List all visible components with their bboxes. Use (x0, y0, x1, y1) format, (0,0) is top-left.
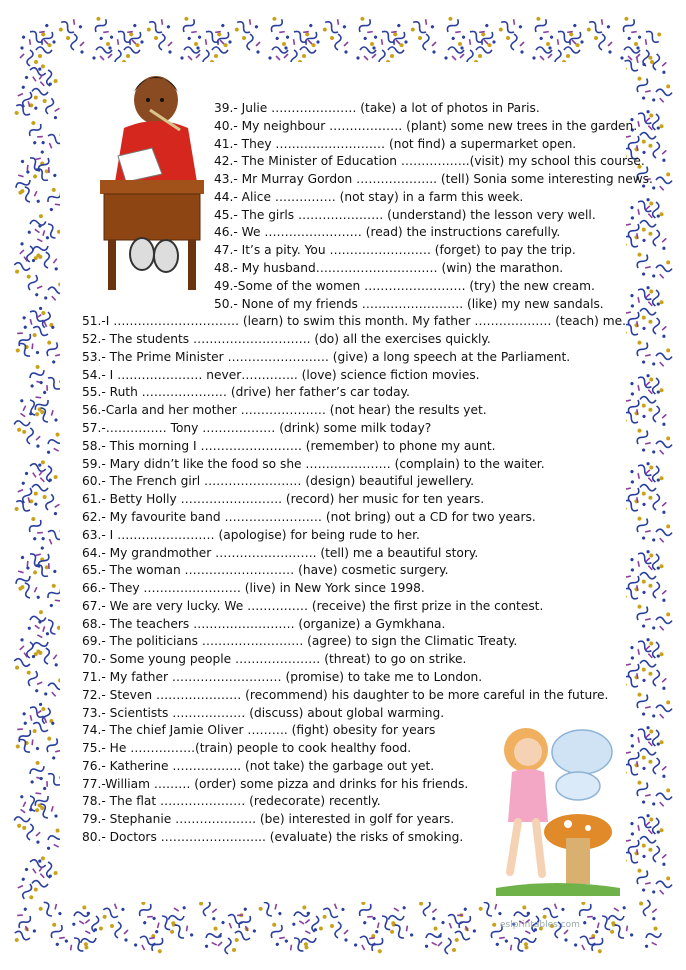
exercise-item: 50.- None of my friends ……………………. (like) my new sandals. (214, 296, 604, 311)
exercise-item: 78.- The flat ………………… (redecorate) recently. (82, 794, 381, 809)
exercise-item: 56.-Carla and her mother ………………… (not hear) the results yet. (82, 403, 487, 418)
exercise-item: 72.- Steven ………………… (recommend) his daughter to be more careful in the future. (82, 687, 609, 702)
exercise-item: 52.- The students ……………………….. (do) all the exercises quickly. (82, 332, 491, 347)
exercise-item: 80.- Doctors …………………….. (evaluate) the risks of smoking. (82, 829, 464, 844)
exercise-item: 61.- Betty Holly ……………………. (record) her music for ten years. (82, 492, 485, 507)
exercise-item: 44.- Alice …………… (not stay) in a farm this week. (214, 189, 524, 204)
exercise-item: 76.- Katherine …………….. (not take) the garbage out yet. (82, 758, 435, 773)
exercise-item: 55.- Ruth ………………… (drive) her father’s car today. (82, 385, 410, 400)
exercise-item: 39.- Julie ………………… (take) a lot of photos in Paris. (214, 101, 540, 115)
exercise-item: 60.- The French girl …………………… (design) beautiful jewellery. (82, 474, 475, 489)
exercise-item: 68.- The teachers ……………………. (organize) a Gymkhana. (82, 616, 446, 631)
exercise-item: 70.- Some young people ………………… (threat) to go on strike. (82, 652, 467, 667)
exercise-item: 45.- The girls ………………… (understand) the lesson very well. (214, 207, 596, 222)
exercise-item: 79.- Stephanie ……………….. (be) interested in golf for years. (82, 812, 455, 827)
exercise-item: 58.- This morning I ……………………. (remember) to phone my aunt. (82, 438, 496, 453)
exercise-item: 64.- My grandmother ……………………. (tell) me a beautiful story. (82, 545, 479, 560)
exercise-item: 49.-Some of the women ……………………. (try) the new cream. (214, 278, 595, 293)
exercise-item: 51.-I …………………………. (learn) to swim this month. My father ………………. (teach) me. (82, 314, 627, 329)
exercise-item: 63.- I …………………… (apologise) for being rude to her. (82, 527, 420, 542)
exercise-item: 66.- They …………………… (live) in New York since 1998. (82, 581, 425, 596)
exercise-item: 46.- We …………………… (read) the instructions carefully. (214, 225, 561, 240)
exercise-item: 42.- The Minister of Education ……………..(visit) my school this course. (214, 154, 645, 169)
exercise-item: 73.- Scientists ……………… (discuss) about global warming. (82, 705, 445, 720)
exercise-item: 71.- My father ……………………… (promise) to take me to London. (82, 669, 483, 684)
exercise-item: 67.- We are very lucky. We …………… (receive) the first prize in the contest. (82, 598, 544, 613)
exercise-item: 62.- My favourite band …………………… (not bring) out a CD for two years. (82, 509, 536, 524)
exercise-item: 77.-William ……… (order) some pizza and drinks for his friends. (82, 776, 469, 791)
exercise-item: 74.- The chief Jamie Oliver ………. (fight) obesity for years (82, 723, 436, 738)
exercise-item: 65.- The woman ……………………… (have) cosmetic surgery. (82, 563, 449, 578)
exercise-item: 75.- He …………….(train) people to cook healthy food. (82, 741, 412, 756)
exercise-item: 47.- It’s a pity. You ……………………. (forget) to pay the trip. (214, 243, 576, 258)
exercise-item: 57.-…………… Tony ……………… (drink) some milk today? (82, 421, 432, 436)
watermark: eslprintables.com (500, 920, 580, 930)
exercise-item: 69.- The politicians ……………………. (agree) to sign the Climatic Treaty. (82, 634, 518, 649)
exercise-item: 43.- Mr Murray Gordon ……………….. (tell) Sonia some interesting news. (214, 172, 653, 187)
exercise-item: 59.- Mary didn’t like the food so she ………………… (complain) to the waiter. (82, 456, 545, 471)
exercise-item: 53.- The Prime Minister ……………………. (give) a long speech at the Parliament. (82, 349, 571, 364)
exercise-item: 48.- My husband………………………… (win) the marathon. (214, 261, 564, 276)
exercise-item: 40.- My neighbour ……………… (plant) some new trees in the garden. (214, 118, 638, 133)
exercise-item: 54.- I ………………… never………….. (love) science fiction movies. (82, 367, 480, 382)
exercise-item: 41.- They ……………………… (not find) a supermarket open. (214, 136, 577, 151)
